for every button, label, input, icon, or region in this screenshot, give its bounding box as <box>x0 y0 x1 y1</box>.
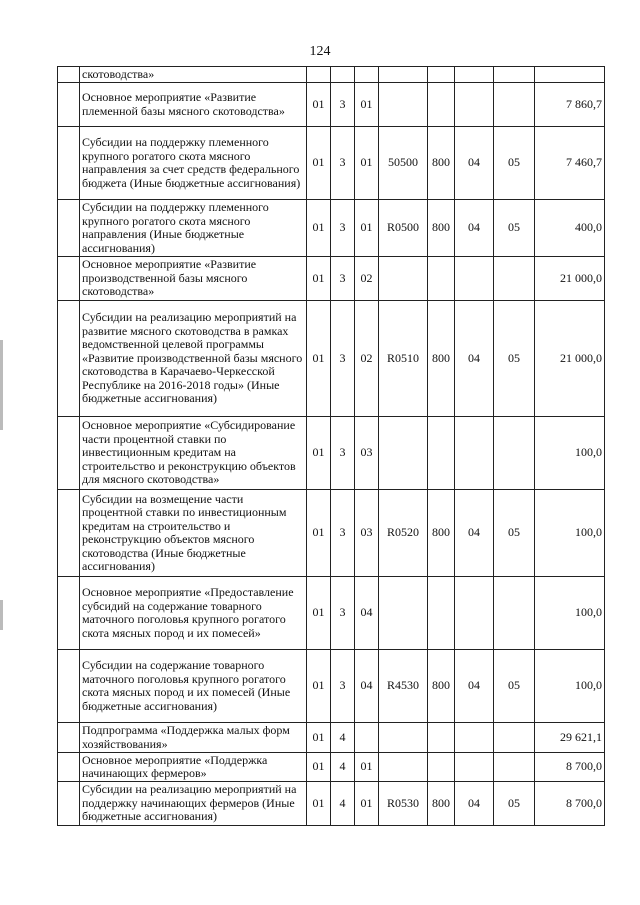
row-name-cell: Субсидии на содержание товарного маточного поголовья крупного рогатого скота мясных пород и их помесей (Иные бюджетные ассигнования) <box>80 650 307 723</box>
code-cell-3: 03 <box>355 417 379 490</box>
code-cell-7: 05 <box>494 490 535 577</box>
row-name-cell: Субсидии на поддержку племенного крупного рогатого скота мясного направления за счет средств федерального бюджета (Иные бюджетные ассигнования) <box>80 127 307 200</box>
code-cell-5 <box>428 723 455 753</box>
code-cell-3: 01 <box>355 200 379 257</box>
table-row <box>58 257 605 301</box>
code-cell-2: 3 <box>331 301 355 417</box>
code-cell-4: R0520 <box>379 490 428 577</box>
code-cell-6: 04 <box>455 127 494 200</box>
code-cell-1: 01 <box>307 782 331 826</box>
code-cell-1 <box>307 67 331 83</box>
code-cell-6 <box>455 417 494 490</box>
code-cell-3: 04 <box>355 577 379 650</box>
amount-cell: 21 000,0 <box>535 257 605 301</box>
row-index-cell <box>58 782 80 826</box>
code-cell-1: 01 <box>307 577 331 650</box>
table-row <box>58 723 605 753</box>
code-cell-2: 3 <box>331 200 355 257</box>
code-cell-4 <box>379 723 428 753</box>
row-index-cell <box>58 200 80 257</box>
code-cell-5: 800 <box>428 200 455 257</box>
code-cell-2: 3 <box>331 83 355 127</box>
code-cell-4 <box>379 753 428 782</box>
table-row <box>58 753 605 782</box>
code-cell-3: 04 <box>355 650 379 723</box>
code-cell-7: 05 <box>494 782 535 826</box>
code-cell-7 <box>494 67 535 83</box>
code-cell-6 <box>455 753 494 782</box>
code-cell-3: 01 <box>355 83 379 127</box>
code-cell-2: 3 <box>331 650 355 723</box>
amount-cell: 100,0 <box>535 577 605 650</box>
amount-cell: 21 000,0 <box>535 301 605 417</box>
table-row <box>58 67 605 83</box>
row-name-cell: Основное мероприятие «Развитие племенной базы мясного скотоводства» <box>80 83 307 127</box>
code-cell-1: 01 <box>307 200 331 257</box>
row-index-cell <box>58 257 80 301</box>
code-cell-2: 4 <box>331 723 355 753</box>
code-cell-1: 01 <box>307 490 331 577</box>
code-cell-1: 01 <box>307 417 331 490</box>
code-cell-7: 05 <box>494 200 535 257</box>
code-cell-5 <box>428 67 455 83</box>
code-cell-6: 04 <box>455 301 494 417</box>
page-number: 124 <box>309 44 331 59</box>
code-cell-1: 01 <box>307 753 331 782</box>
code-cell-4: 50500 <box>379 127 428 200</box>
code-cell-5: 800 <box>428 782 455 826</box>
code-cell-7 <box>494 83 535 127</box>
code-cell-6 <box>455 723 494 753</box>
code-cell-4 <box>379 417 428 490</box>
budget-table <box>57 66 605 826</box>
table-row <box>58 301 605 417</box>
code-cell-5 <box>428 257 455 301</box>
code-cell-4: R4530 <box>379 650 428 723</box>
table-row <box>58 417 605 490</box>
code-cell-6: 04 <box>455 650 494 723</box>
row-index-cell <box>58 490 80 577</box>
table-row <box>58 650 605 723</box>
code-cell-4: R0530 <box>379 782 428 826</box>
row-name-cell: Основное мероприятие «Предоставление субсидий на содержание товарного маточного поголовья крупного рогатого скота мясных пород и их помесей» <box>80 577 307 650</box>
table-row <box>58 782 605 826</box>
code-cell-4 <box>379 83 428 127</box>
code-cell-6: 04 <box>455 200 494 257</box>
scan-edge-mark <box>0 600 3 630</box>
code-cell-7 <box>494 257 535 301</box>
row-index-cell <box>58 650 80 723</box>
code-cell-7 <box>494 577 535 650</box>
code-cell-4 <box>379 257 428 301</box>
code-cell-1: 01 <box>307 83 331 127</box>
amount-cell: 100,0 <box>535 417 605 490</box>
table-row <box>58 127 605 200</box>
code-cell-1: 01 <box>307 257 331 301</box>
code-cell-7 <box>494 753 535 782</box>
code-cell-1: 01 <box>307 301 331 417</box>
code-cell-3: 01 <box>355 127 379 200</box>
row-name-cell: Основное мероприятие «Субсидирование части процентной ставки по инвестиционным кредитам на строительство и реконструкцию объектов для мясного скотоводства» <box>80 417 307 490</box>
code-cell-3 <box>355 67 379 83</box>
row-name-cell: Основное мероприятие «Развитие производственной базы мясного скотоводства» <box>80 257 307 301</box>
code-cell-3: 01 <box>355 753 379 782</box>
table-row <box>58 83 605 127</box>
row-index-cell <box>58 753 80 782</box>
code-cell-7 <box>494 417 535 490</box>
amount-cell: 7 860,7 <box>535 83 605 127</box>
code-cell-2: 4 <box>331 753 355 782</box>
scan-edge-mark <box>0 340 3 430</box>
code-cell-4 <box>379 577 428 650</box>
row-index-cell <box>58 83 80 127</box>
row-name-cell: Подпрограмма «Поддержка малых форм хозяйствования» <box>80 723 307 753</box>
code-cell-6 <box>455 67 494 83</box>
code-cell-2: 3 <box>331 417 355 490</box>
code-cell-5 <box>428 577 455 650</box>
code-cell-7: 05 <box>494 650 535 723</box>
code-cell-2: 3 <box>331 127 355 200</box>
code-cell-1: 01 <box>307 723 331 753</box>
code-cell-6: 04 <box>455 490 494 577</box>
amount-cell: 400,0 <box>535 200 605 257</box>
amount-cell: 100,0 <box>535 650 605 723</box>
code-cell-1: 01 <box>307 650 331 723</box>
row-name-cell: Субсидии на реализацию мероприятий на развитие мясного скотоводства в рамках ведомственной целевой программы «Развитие производственной базы мясного скотоводства в Карачаево-Черкесской Республике на 2016-2018 годы» (Иные бюджетные ассигнования) <box>80 301 307 417</box>
table-row <box>58 200 605 257</box>
row-name-cell: Субсидии на реализацию мероприятий на поддержку начинающих фермеров (Иные бюджетные ассигнования) <box>80 782 307 826</box>
code-cell-3: 01 <box>355 782 379 826</box>
row-index-cell <box>58 127 80 200</box>
code-cell-4: R0500 <box>379 200 428 257</box>
code-cell-3: 02 <box>355 301 379 417</box>
row-name-cell: скотоводства» <box>80 67 307 83</box>
code-cell-5: 800 <box>428 301 455 417</box>
code-cell-2: 3 <box>331 490 355 577</box>
row-index-cell <box>58 577 80 650</box>
table-row <box>58 577 605 650</box>
code-cell-7: 05 <box>494 127 535 200</box>
row-index-cell <box>58 67 80 83</box>
code-cell-3: 03 <box>355 490 379 577</box>
table-row <box>58 490 605 577</box>
code-cell-3: 02 <box>355 257 379 301</box>
code-cell-5: 800 <box>428 650 455 723</box>
code-cell-2: 4 <box>331 782 355 826</box>
row-name-cell: Основное мероприятие «Поддержка начинающих фермеров» <box>80 753 307 782</box>
code-cell-5 <box>428 753 455 782</box>
code-cell-7 <box>494 723 535 753</box>
code-cell-4: R0510 <box>379 301 428 417</box>
code-cell-3 <box>355 723 379 753</box>
amount-cell: 100,0 <box>535 490 605 577</box>
row-index-cell <box>58 723 80 753</box>
code-cell-2 <box>331 67 355 83</box>
code-cell-4 <box>379 67 428 83</box>
amount-cell <box>535 67 605 83</box>
row-name-cell: Субсидии на поддержку племенного крупного рогатого скота мясного направления (Иные бюджетные ассигнования) <box>80 200 307 257</box>
code-cell-6 <box>455 257 494 301</box>
row-name-cell: Субсидии на возмещение части процентной ставки по инвестиционным кредитам на строительство и реконструкцию объектов мясного скотоводства (Иные бюджетные ассигнования) <box>80 490 307 577</box>
amount-cell: 8 700,0 <box>535 753 605 782</box>
code-cell-5 <box>428 417 455 490</box>
code-cell-2: 3 <box>331 257 355 301</box>
code-cell-6: 04 <box>455 782 494 826</box>
row-index-cell <box>58 301 80 417</box>
code-cell-2: 3 <box>331 577 355 650</box>
code-cell-5: 800 <box>428 127 455 200</box>
code-cell-6 <box>455 83 494 127</box>
amount-cell: 29 621,1 <box>535 723 605 753</box>
code-cell-7: 05 <box>494 301 535 417</box>
code-cell-1: 01 <box>307 127 331 200</box>
amount-cell: 8 700,0 <box>535 782 605 826</box>
table-body <box>58 67 605 826</box>
amount-cell: 7 460,7 <box>535 127 605 200</box>
row-index-cell <box>58 417 80 490</box>
code-cell-5: 800 <box>428 490 455 577</box>
code-cell-6 <box>455 577 494 650</box>
code-cell-5 <box>428 83 455 127</box>
